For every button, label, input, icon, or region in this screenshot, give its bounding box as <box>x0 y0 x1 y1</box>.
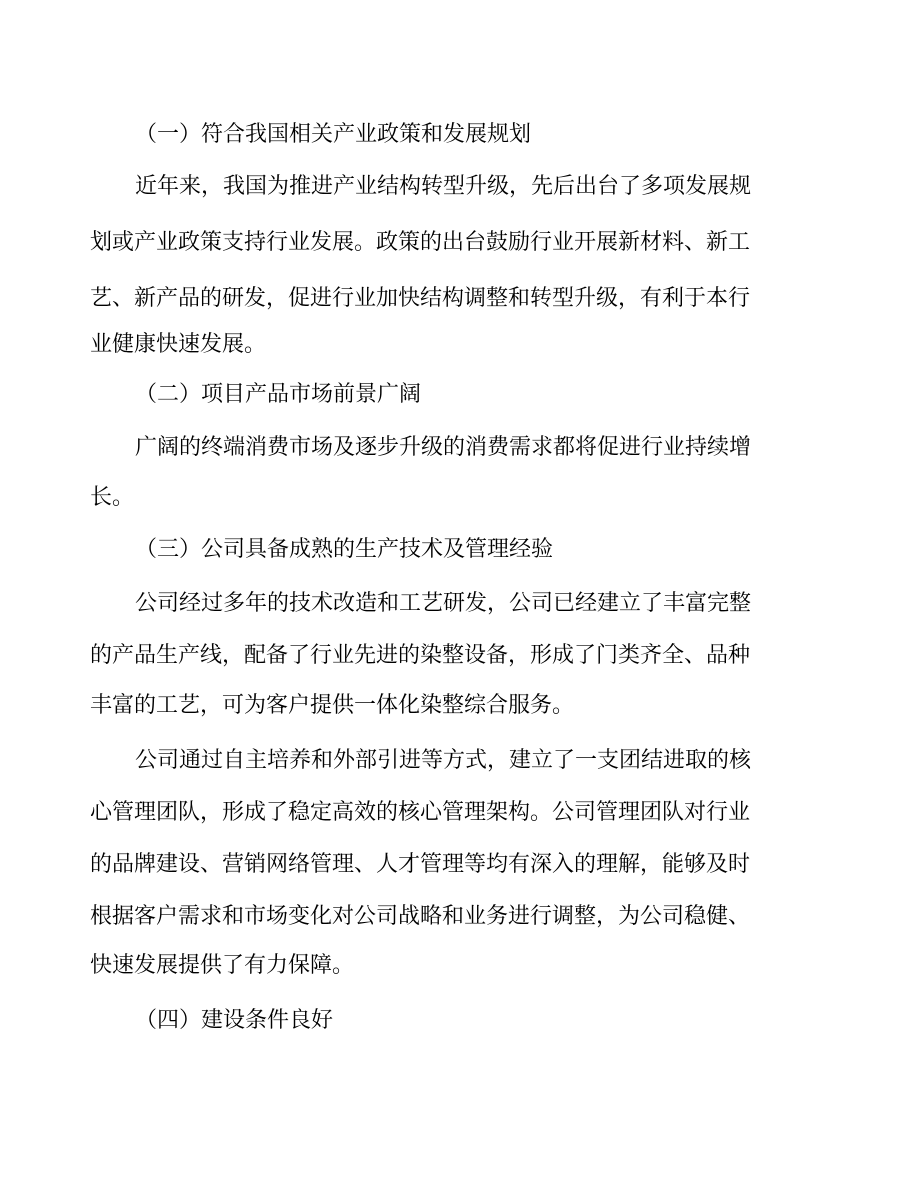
paragraph-line <box>0 325 920 365</box>
paragraph-text: 快速发展提供了有力保障。 <box>90 953 355 978</box>
paragraph-line <box>0 686 920 726</box>
paragraph-line <box>0 279 920 319</box>
paragraph-text: 公司经过多年的技术改造和工艺研发，公司已经建立了丰富完整 <box>135 591 752 616</box>
paragraph-line <box>0 223 920 263</box>
paragraph-line <box>0 636 920 676</box>
section-heading-text: （一）符合我国相关产业政策和发展规划 <box>135 122 532 147</box>
paragraph-line <box>0 428 920 468</box>
section-heading <box>0 375 920 415</box>
paragraph-text: 艺、新产品的研发，促进行业加快结构调整和转型升级，有利于本行 <box>90 286 751 311</box>
section-heading-text: （三）公司具备成熟的生产技术及管理经验 <box>135 537 554 562</box>
paragraph-text: 心管理团队，形成了稳定高效的核心管理架构。公司管理团队对行业 <box>90 800 751 825</box>
paragraph-text: 根据客户需求和市场变化对公司战略和业务进行调整，为公司稳健、 <box>90 904 751 929</box>
paragraph-line <box>0 167 920 207</box>
section-heading-text: （二）项目产品市场前景广阔 <box>135 382 422 407</box>
section-heading <box>0 1001 920 1041</box>
paragraph-text: 的品牌建设、营销网络管理、人才管理等均有深入的理解，能够及时 <box>90 852 751 877</box>
paragraph-line <box>0 584 920 624</box>
paragraph-text: 近年来，我国为推进产业结构转型升级，先后出台了多项发展规 <box>135 174 752 199</box>
section-heading <box>0 115 920 155</box>
paragraph-line <box>0 478 920 518</box>
paragraph-line <box>0 741 920 781</box>
paragraph-text: 划或产业政策支持行业发展。政策的出台鼓励行业开展新材料、新工 <box>90 230 751 255</box>
paragraph-line <box>0 793 920 833</box>
paragraph-line <box>0 845 920 885</box>
paragraph-line <box>0 946 920 986</box>
paragraph-text: 业健康快速发展。 <box>90 332 267 357</box>
section-heading-text: （四）建设条件良好 <box>135 1008 334 1033</box>
paragraph-text: 的产品生产线，配备了行业先进的染整设备，形成了门类齐全、品种 <box>90 643 751 668</box>
section-heading <box>0 530 920 570</box>
paragraph-text: 广阔的终端消费市场及逐步升级的消费需求都将促进行业持续增 <box>135 435 752 460</box>
paragraph-text: 长。 <box>90 485 135 510</box>
paragraph-text: 公司通过自主培养和外部引进等方式，建立了一支团结进取的核 <box>135 748 752 773</box>
paragraph-line <box>0 897 920 937</box>
paragraph-text: 丰富的工艺，可为客户提供一体化染整综合服务。 <box>90 693 575 718</box>
